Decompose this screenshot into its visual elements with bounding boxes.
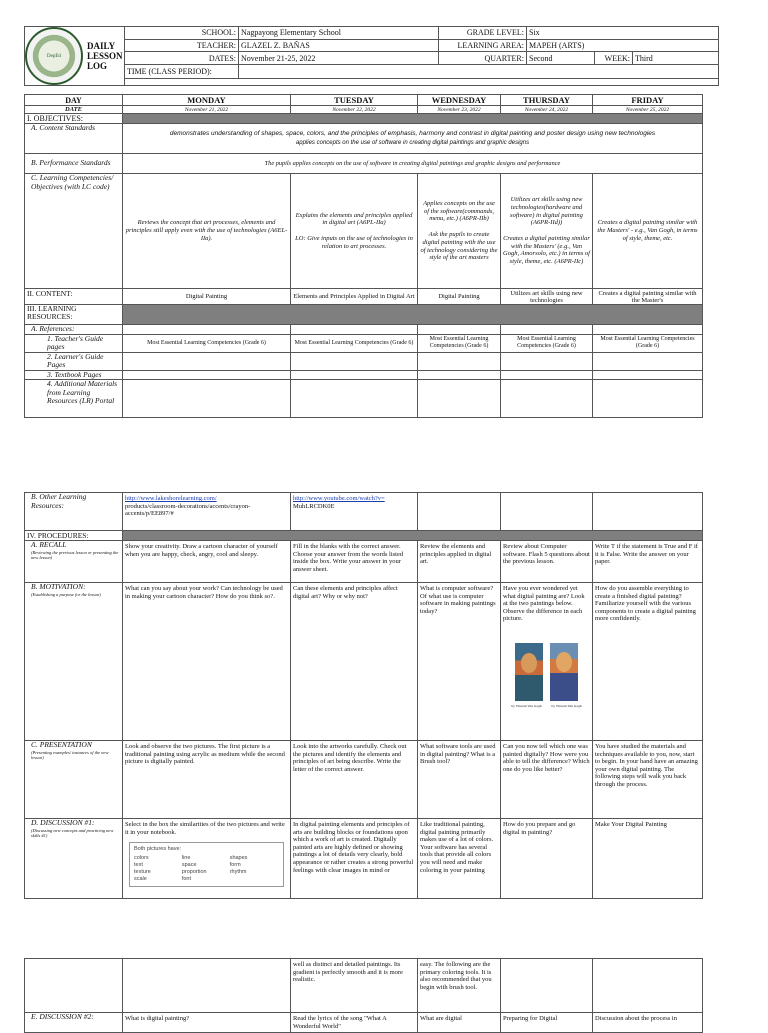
lg-wed — [418, 352, 501, 370]
title-lesson: LESSON — [87, 51, 123, 61]
time-label: TIME (CLASS PERIOD): — [125, 65, 239, 79]
box-item: proportion — [181, 869, 207, 876]
area-label: LEARNING AREA: — [439, 39, 527, 52]
youtube-link-rest: MuhLRCDK0E — [293, 502, 335, 510]
box-item: form — [229, 862, 241, 869]
presentation-friday: You have studied the materials and techniques available to you, now, start to begin. In your hand have an amazing your own digital painting. The following steps will walk you back through the process. — [593, 741, 703, 819]
tg-friday: Most Essential Learning Competencies (Grade 6) — [593, 334, 703, 352]
references-mon — [123, 325, 291, 335]
lakeshore-link[interactable]: http://www.lakeshorelearning.com/ — [125, 495, 217, 502]
other-thu — [501, 493, 593, 531]
references-tue — [291, 325, 418, 335]
add-materials-label: 4. Additional Materials from Learning Resources (LR) Portal — [25, 380, 123, 418]
similarities-box — [129, 842, 284, 887]
presentation-note: (Presenting examples/ instances of the new lesson) — [31, 749, 109, 760]
discussion1-tuesday: In digital painting elements and principles of arts are building blocks or foundations upon which a work of art is created. Digitally painted arts are highly defined or showing paintings a lot of details very clearly, bold appearance or rather creates a strong powerful feelings with clear images in mind or — [291, 819, 418, 899]
day-friday: FRIDAY — [593, 95, 703, 106]
content-wednesday: Digital Painting — [418, 289, 501, 305]
painting-caption-2: by Vincent Van Gogh — [551, 703, 582, 708]
discussion1-label-cell — [25, 819, 123, 899]
discussion1-thursday: How do you prepare and go digital in painting? — [501, 819, 593, 899]
tg-monday: Most Essential Learning Competencies (Grade 6) — [123, 334, 291, 352]
recall-thursday: Review about Computer software. Flash 5 questions about the previous lesson. — [501, 541, 593, 583]
references-fri — [593, 325, 703, 335]
add-mon — [123, 380, 291, 418]
day-wednesday: WEDNESDAY — [418, 95, 501, 106]
competency-monday: Reviews the concept that art processes, elements and principles still apply even with the use of technologies (A6EL-IIa). — [123, 174, 291, 289]
week-label: WEEK: — [595, 52, 633, 65]
quarter-label: QUARTER: — [439, 52, 527, 65]
box-item: texture — [134, 869, 151, 876]
objectives-bar — [123, 114, 703, 124]
day-thursday: THURSDAY — [501, 95, 593, 106]
lg-tue — [291, 352, 418, 370]
competency-thursday — [501, 174, 593, 289]
competency-tuesday — [291, 174, 418, 289]
motivation-note: (Establishing a purpose for the lesson) — [31, 591, 101, 597]
box-item: colors — [134, 855, 149, 862]
tb-fri — [593, 370, 703, 380]
competencies-label: C. Learning Competencies/ Objectives (with LC code) — [25, 174, 123, 289]
box-item: text — [134, 862, 143, 869]
box-item — [230, 876, 278, 883]
content-tuesday: Elements and Principles Applied in Digital Art — [291, 289, 418, 305]
procedures-bar — [123, 531, 703, 541]
other-resources-monday — [123, 493, 291, 531]
date-monday: November 21, 2022 — [123, 106, 291, 114]
dates-label: DATES: — [125, 52, 239, 65]
time-value — [239, 65, 719, 79]
header-table — [24, 26, 719, 86]
procedures-table — [24, 492, 703, 899]
recall-note: (Reviewing the previous lesson or presenting the new lesson) — [31, 549, 119, 560]
competency-wednesday-a: Applies concepts on the use of the software(commands, menu, etc.) (A6PR-IIb) — [423, 199, 495, 223]
logo-title-cell — [25, 27, 125, 86]
header-spacer — [125, 79, 719, 86]
tg-label: 1. Teacher's Guide pages — [25, 334, 123, 352]
competency-thursday-b: Creates a digital painting similar with the Masters' (e.g., Van Gogh, Amorsolo, etc.) in terms of style, theme, etc. (A6PR-IIc) — [503, 234, 590, 266]
date-label: DATE — [25, 106, 123, 114]
competency-wednesday-b: Ask the pupils to create digital painting with the use of technology considering the style of the art masters — [420, 231, 498, 262]
other-fri — [593, 493, 703, 531]
deped-seal-icon: DepEd — [25, 27, 83, 85]
box-item: scale — [134, 876, 147, 883]
discussion1-monday: Select in the box the similarities of the two pictures and write it in your notebook. — [125, 821, 285, 836]
van-gogh-traditional-painting — [515, 643, 543, 701]
school-value: Nagpayong Elementary School — [239, 27, 439, 40]
p3-fri-empty — [593, 959, 703, 1013]
page3-table — [24, 958, 703, 1033]
discussion1-label: D. DISCUSSION #1: — [31, 818, 95, 827]
title-daily: DAILY — [87, 41, 116, 51]
tg-thursday: Most Essential Learning Competencies (Grade 6) — [501, 334, 593, 352]
box-item: line — [181, 855, 191, 862]
procedures-heading: IV. PROCEDURES: — [25, 531, 123, 541]
grade-label: GRADE LEVEL: — [439, 27, 527, 40]
discussion1-friday: Make Your Digital Painting — [593, 819, 703, 899]
recall-label: A. RECALL — [31, 540, 67, 549]
motivation-thursday: Have you ever wondered yet what digital painting are? Look at the two paintings below. Observe the difference in each picture. — [503, 585, 585, 623]
p3-mon-empty — [123, 959, 291, 1013]
resources-heading: III. LEARNING RESOURCES: — [25, 305, 123, 325]
lg-thu — [501, 352, 593, 370]
recall-wednesday: Review the elements and principles applied in digital art. — [418, 541, 501, 583]
tb-label: 3. Textbook Pages — [25, 370, 123, 380]
add-fri — [593, 380, 703, 418]
discussion2-tuesday: Read the lyrics of the song "What A Wonderful World" — [291, 1013, 418, 1033]
content-heading: II. CONTENT: — [25, 289, 123, 305]
tb-tue — [291, 370, 418, 380]
date-thursday: November 24, 2022 — [501, 106, 593, 114]
resources-bar — [123, 305, 703, 325]
content-thursday: Utilizes art skills using new technologies — [501, 289, 593, 305]
box-item: rhythm — [229, 869, 247, 876]
competency-thursday-a: Utilizes art skills using new technologies(hardware and software) in digital painting (A6PR-IId)) — [510, 195, 583, 227]
references-thu — [501, 325, 593, 335]
objectives-heading: I. OBJECTIVES: — [25, 114, 123, 124]
motivation-label-cell — [25, 583, 123, 741]
tb-wed — [418, 370, 501, 380]
box-heading: Both pictures have: — [134, 846, 182, 853]
p3-label-empty — [25, 959, 123, 1013]
motivation-tuesday: Can these elements and principles affect digital art? Why or why not? — [291, 583, 418, 741]
p3-thu-empty — [501, 959, 593, 1013]
add-thu — [501, 380, 593, 418]
content-standards-cell — [123, 124, 703, 154]
content-standards-label: A. Content Standards — [25, 124, 123, 154]
youtube-link[interactable]: http://www.youtube.com/watch?v= — [293, 495, 385, 502]
competency-friday: Creates a digital painting similar with the Masters' - e.g., Van Gogh, in terms of style, theme, etc. — [593, 174, 703, 289]
discussion2-friday: Discussion about the process in — [593, 1013, 703, 1033]
box-item: font — [181, 876, 192, 883]
lakeshore-link-rest: products/classroom-decorations/accents/crayon-accents/p/EE897/# — [125, 502, 251, 518]
add-tue — [291, 380, 418, 418]
box-item: shapes — [229, 855, 248, 862]
other-resources-label: B. Other Learning Resources: — [25, 493, 123, 531]
tb-mon — [123, 370, 291, 380]
quarter-value: Second — [527, 52, 595, 65]
box-item: space — [181, 862, 197, 869]
day-label: DAY — [25, 95, 123, 106]
recall-friday: Write T if the statement is True and F if it is False. Write the answer on your paper. — [593, 541, 703, 583]
tg-wednesday: Most Essential Learning Competencies (Grade 6) — [418, 334, 501, 352]
school-label: SCHOOL: — [125, 27, 239, 40]
motivation-label: B. MOTIVATION: — [31, 582, 86, 591]
performance-standards-value: The pupils applies concepts on the use of software in creating digital paintings and graphic designs and performance — [123, 154, 703, 174]
objectives-table — [24, 94, 703, 418]
painting-caption-1: by Vincent Van Gogh — [511, 703, 542, 708]
grade-value: Six — [527, 27, 719, 40]
discussion2-wednesday: What are digital — [418, 1013, 501, 1033]
presentation-thursday: Can you now tell which one was painted digitally? How were you able to tell the difference? Which one do you like better? — [501, 741, 593, 819]
recall-label-cell — [25, 541, 123, 583]
content-standards-line2: applies concepts on the use of software in creating digital paintings and graphic designs — [295, 139, 530, 146]
competency-wednesday — [418, 174, 501, 289]
tg-tuesday: Most Essential Learning Competencies (Grade 6) — [291, 334, 418, 352]
motivation-monday: What can you say about your work? Can technology be used in making your cartoon character? How do you think so?. — [123, 583, 291, 741]
presentation-label: C. PRESENTATION — [31, 740, 92, 749]
date-tuesday: November 22, 2022 — [291, 106, 418, 114]
discussion2-monday: What is digital painting? — [123, 1013, 291, 1033]
motivation-thursday-cell — [501, 583, 593, 741]
recall-tuesday: Fill in the blanks with the correct answer. Choose your answer from the words listed inside the box. Write your answer in your answer sheet. — [291, 541, 418, 583]
area-value: MAPEH (ARTS) — [527, 39, 719, 52]
discussion2-label: E. DISCUSSION #2: — [25, 1013, 123, 1033]
add-wed — [418, 380, 501, 418]
lg-mon — [123, 352, 291, 370]
van-gogh-digital-painting — [550, 643, 578, 701]
presentation-tuesday: Look into the artworks carefully. Check out the pictures and identify the elements and principles of art being describe. Write the letter of the correct answer. — [291, 741, 418, 819]
references-label: A. References: — [25, 325, 123, 335]
week-value: Third — [633, 52, 719, 65]
performance-standards-label: B. Performance Standards — [25, 154, 123, 174]
content-monday: Digital Painting — [123, 289, 291, 305]
discussion1-wednesday-continued: easy. The following are the primary coloring tools. It is also recommended that you begin with brush tool. — [418, 959, 501, 1013]
discussion1-note: (Discussing new concepts and practicing new skills #1) — [31, 827, 114, 838]
presentation-label-cell — [25, 741, 123, 819]
teacher-value: GLAZEL Z. BAÑAS — [239, 39, 439, 52]
day-tuesday: TUESDAY — [291, 95, 418, 106]
discussion1-tuesday-continued: well as distinct and detailed paintings. Its gradient is perfectly smooth and it is more realistic. — [291, 959, 418, 1013]
presentation-monday: Look and observe the two pictures. The first picture is a traditional painting using acrylic as medium while the second picture is digitally painted. — [123, 741, 291, 819]
competency-tuesday-a: Explains the elements and principles applied in digital art (A6PL-IIa) — [295, 211, 413, 227]
discussion1-monday-cell — [123, 819, 291, 899]
title-log: LOG — [87, 61, 108, 71]
content-standards-line1: demonstrates understanding of shapes, space, colors, and the principles of emphasis, harmony and contrast in digital painting and poster design using new technologies — [169, 130, 656, 137]
motivation-wednesday: What is computer software? Of what use is computer software in making paintings today? — [418, 583, 501, 741]
date-wednesday: November 23, 2022 — [418, 106, 501, 114]
lg-fri — [593, 352, 703, 370]
references-wed — [418, 325, 501, 335]
content-friday: Creates a digital painting similar with the Master's — [593, 289, 703, 305]
other-wed — [418, 493, 501, 531]
competency-tuesday-b: LO: Give inputs on the use of technologies in relation to art processes. — [295, 234, 413, 250]
lg-label: 2. Learner's Guide Pages — [25, 352, 123, 370]
discussion2-thursday: Preparing for Digital — [501, 1013, 593, 1033]
other-resources-tuesday — [291, 493, 418, 531]
recall-monday: Show your creativity. Draw a cartoon character of yourself when you are happy, check, angry, cool and sleepy. — [123, 541, 291, 583]
presentation-wednesday: What software tools are used in digital painting? What is a Brush tool? — [418, 741, 501, 819]
teacher-label: TEACHER: — [125, 39, 239, 52]
tb-thu — [501, 370, 593, 380]
discussion1-wednesday: Like traditional painting, digital painting primarily makes use of a lot of colors. Your software has several tools that provide all colors you will need and make coloring in your painting — [418, 819, 501, 899]
dates-value: November 21-25, 2022 — [239, 52, 439, 65]
date-friday: November 25, 2022 — [593, 106, 703, 114]
motivation-friday: How do you assemble everything to create a finished digital painting? Familiarize yourself with the various components to create a digital painting more confidently. — [593, 583, 703, 741]
day-monday: MONDAY — [123, 95, 291, 106]
